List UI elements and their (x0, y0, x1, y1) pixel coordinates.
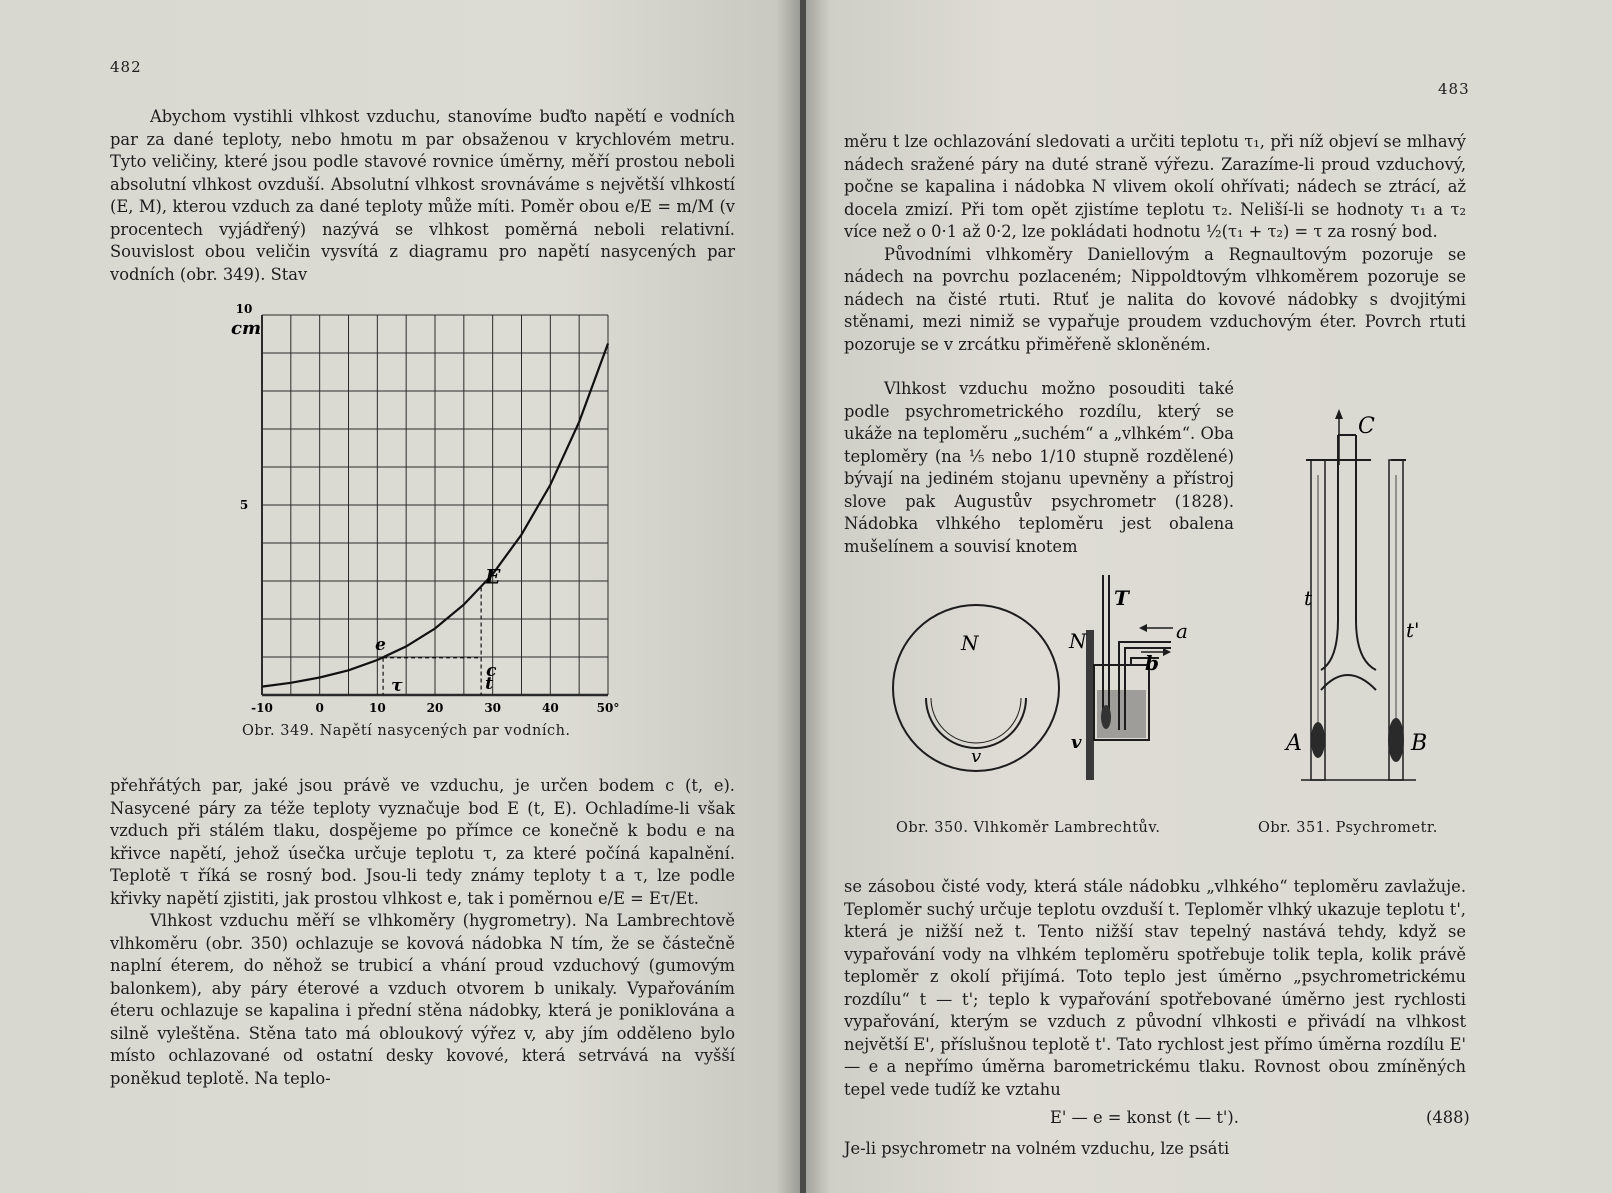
annotation-tau: τ (391, 676, 403, 696)
figure-caption: Obr. 350. Vlhkoměr Lambrechtův. (896, 820, 1161, 836)
label-B: B (1411, 731, 1428, 756)
paragraph (110, 106, 735, 286)
y-tick-label: 5 (239, 498, 249, 512)
x-tick-label: 40 (541, 701, 559, 715)
equation: E' — e = konst (t — t'). (1050, 1108, 1239, 1127)
right-page (806, 0, 1612, 1193)
psychrometer-figure (1276, 405, 1476, 805)
x-tick-label: 30 (484, 701, 502, 715)
left-page (0, 0, 800, 1193)
x-tick-label: 50° (596, 701, 620, 715)
annotation-t: t (485, 674, 493, 694)
figure-caption: Obr. 351. Psychrometr. (1258, 820, 1438, 836)
label-A: A (1286, 731, 1302, 756)
annotation-e: e (375, 634, 386, 655)
label-C: C (1358, 414, 1375, 439)
label-T: T (1114, 586, 1129, 610)
label-N-side: N (1069, 629, 1087, 653)
annotation-c: c (486, 660, 497, 681)
equation-number: (488) (1426, 1108, 1470, 1127)
front-plate (1086, 630, 1094, 780)
label-v: v (971, 746, 982, 767)
chart-marks (231, 302, 619, 715)
page-number: 482 (110, 58, 142, 76)
vapor-pressure-chart (230, 300, 650, 740)
label-N: N (961, 631, 979, 655)
page-number: 483 (1438, 80, 1470, 98)
label-a: a (1176, 619, 1188, 643)
label-b: b (1145, 651, 1159, 675)
paragraph (844, 378, 1234, 558)
paragraph-text: Je-li psychrometr na volném vzduchu, lze psáti (844, 1139, 1230, 1158)
label-t-prime: t' (1406, 618, 1420, 642)
chart-grid (262, 315, 608, 695)
paragraph (110, 775, 735, 1090)
x-tick-label: 20 (426, 701, 444, 715)
x-tick-label: -10 (251, 701, 273, 715)
label-v-side: v (1071, 732, 1082, 753)
paragraph-text: Vlhkost vzduchu možno posouditi také podle psychrometrického rozdílu, který se ukáže na teploměru „suchém“ a „vlhkém“. Oba teploměry (na ⅕ nebo 1/10 stupně rozdělené) bývají na jediném stojanu upevněny a přístroj slove pak Augustův psychrometr (1828). Nádobka vlhkého teploměru jest obalena mušelínem a souvisí knotem (844, 379, 1234, 556)
annotation-E: E (485, 564, 501, 589)
paragraph-text: Původními vlhkoměry Daniellovým a Regnaultovým pozoruje se nádech na povrchu pozlaceném; Nippoldtovým vlhkoměrem pozoruje se nádech na čisté rtuti. Rtuť je nalita do kovové nádobky s dvojitými stěnami, mezi nimiž se vypařuje proudem vzduchovým éter. Povrch rtuti pozoruje se v zrcátku přiměřeně skloněném. (844, 244, 1466, 354)
paragraph (844, 1138, 1466, 1161)
wet-bulb (1388, 718, 1404, 762)
paragraph-text: přehřátých par, jaké jsou právě ve vzduchu, je určen bodem c (t, e). Nasycené páry za téže teploty vyznačuje bod E (t, E). Ochladíme-li však vzduch při stálém tlaku, dospějeme po přímce ce konečně k bodu e na křivce napětí, jehož úsečka určuje teplotu τ, za které počíná kapalnění. Teplotě τ říká se rosný bod. Jsou-li tedy známy teploty t a τ, lze podle křivky napětí zjistiti, jak prostou vlhkost e, tak i poměrnou e/E = Eτ/Et. (110, 776, 735, 908)
paragraph-text: Vlhkost vzduchu měří se vlhkoměry (hygrometry). Na Lambrechtově vlhkoměru (obr. 350) ochlazuje se kovová nádobka N tím, že se částečně naplní éterem, do něhož se trubicí a vhání proud vzduchový (gumovým balonkem), aby páry éterové a vzduch otvorem b unikaly. Vypařováním éteru ochlazuje se kapalina i přední stěna nádobky, která je poniklována a silně vyleštěna. Stěna tato má obloukový výřez v, aby jím odděleno bylo místo ochlazované od ostatní desky kovové, která setrvává na vyšší poněkud teplotě. Na teplo- (110, 911, 735, 1088)
paragraph (844, 876, 1466, 1101)
paragraph-text: měru t lze ochlazování sledovati a určiti teplotu τ₁, při níž objeví se mlhavý nádech sražené páry na duté straně výřezu. Zarazíme-li proud vzduchový, počne se kapalina i nádobka N vlivem okolí ohřívati; nádech se ztrácí, až docela zmizí. Při tom opět zjistíme teplotu τ₂. Neliší-li se hodnoty τ₁ a τ₂ více než o 0·1 až 0·2, lze pokládati hodnotu ½(τ₁ + τ₂) = τ za rosný bod. (844, 132, 1466, 241)
lambrecht-hygrometer-figure (891, 570, 1211, 800)
x-tick-label: 0 (315, 701, 324, 715)
paragraph-text: se zásobou čisté vody, která stále nádobku „vlhkého“ teploměru zavlažuje. Teploměr suchý určuje teplotu ovzduší t. Teploměr vlhký ukazuje teplotu t', která je nižší než t. Tento nižší stav tepelný nastává tehdy, když se vypařování vody na vlhkém teploměru spotřebuje tolik tepla, kolik právě teploměr z okolí přijímá. Toto teplo jest úměrno „psychrometrickému rozdílu“ t — t'; teplo k vypařování spotřebované úměrno jest rychlosti vypařování, kterým se vzduch z původní vlhkosti e přivádí na vlhkost největší E', příslušnou teplotě t'. Tato rychlost jest přímo úměrna rozdílu E' — e a nepřímo úměrna barometrickému tlaku. Rovnost obou zmíněných tepel vede tudíž ke vztahu (844, 877, 1466, 1099)
x-tick-label: 10 (368, 701, 386, 715)
dry-bulb (1311, 722, 1325, 758)
thermometer-bulb (1101, 705, 1111, 729)
label-t: t (1304, 586, 1313, 610)
paragraph-text: Abychom vystihli vlhkost vzduchu, stanovíme buďto napětí e vodních par za dané teploty, nebo hmotu m par obsaženou v krychlovém metru. Tyto veličiny, které jsou podle stavové rovnice úměrny, měří prostou neboli absolutní vlhkost ovzduší. Absolutní vlhkost srovnáváme s největší vlhkostí (E, M), kterou vzduch za dané teploty může míti. Poměr obou e/E = m/M (v procentech vyjádřený) nazývá se vlhkost poměrná neboli relativní. Souvislost obou veličin vysvítá z diagramu pro napětí nasycených par vodních (obr. 349). Stav (110, 107, 735, 284)
arc-cutout (926, 698, 1026, 748)
y-axis-unit-label: cm (230, 318, 262, 339)
figure-caption: Obr. 349. Napětí nasycených par vodních. (242, 723, 571, 739)
y-tick-label: 10 (235, 302, 253, 316)
paragraph (844, 131, 1466, 356)
